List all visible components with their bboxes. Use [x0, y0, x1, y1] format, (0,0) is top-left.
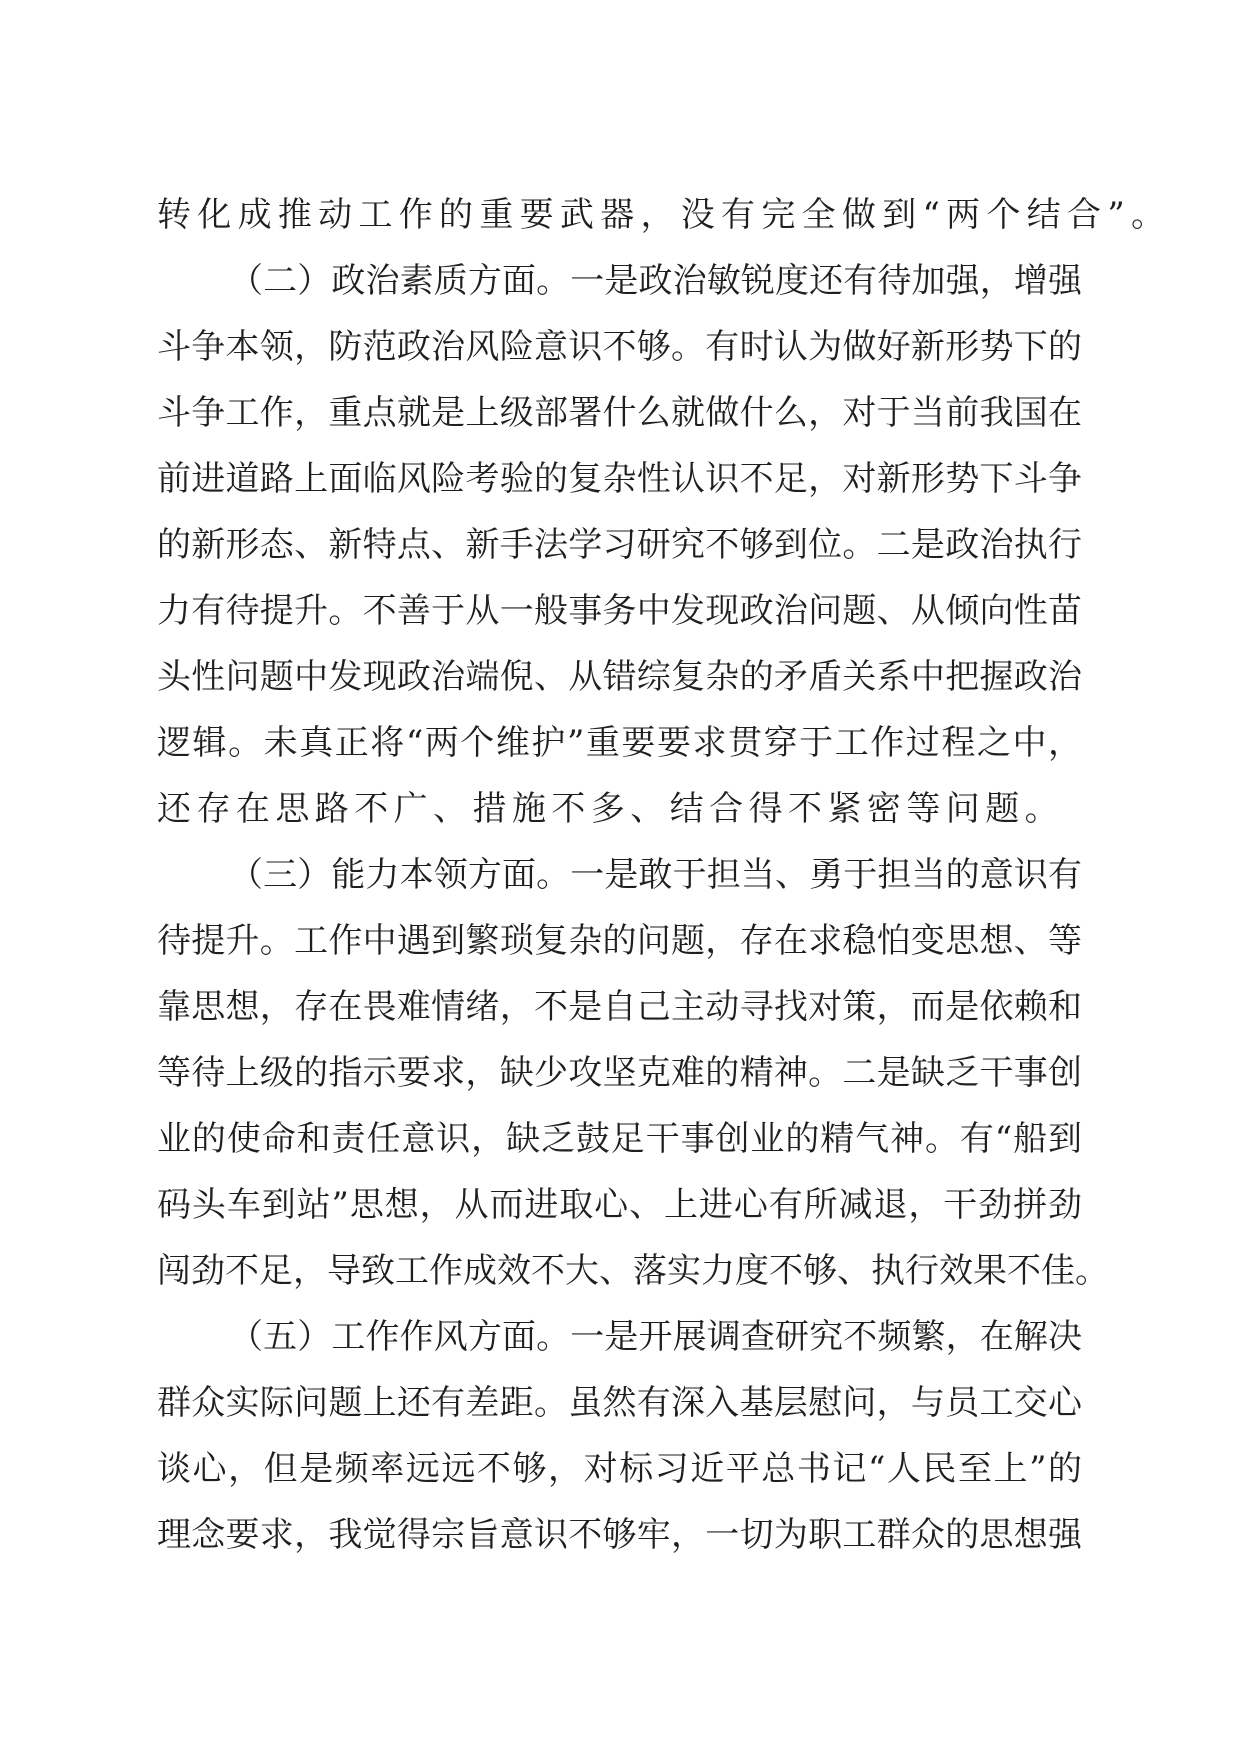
text-line: 斗争工作，重点就是上级部署什么就做什么，对于当前我国在 — [157, 393, 1082, 433]
text-line: 靠思想，存在畏难情绪，不是自己主动寻找对策，而是依赖和 — [157, 987, 1082, 1027]
text-line: 逻辑。未真正将“两个维护”重要要求贯穿于工作过程之中， — [157, 723, 1082, 763]
text-line: 等待上级的指示要求，缺少攻坚克难的精神。二是缺乏干事创 — [157, 1053, 1082, 1093]
text-line: 还存在思路不广、措施不多、结合得不紧密等问题。 — [157, 789, 1065, 829]
text-line: 闯劲不足，导致工作成效不大、落实力度不够、执行效果不佳。 — [157, 1251, 1109, 1291]
text-line: 理念要求，我觉得宗旨意识不够牢，一切为职工群众的思想强 — [157, 1515, 1082, 1555]
paragraph-heading-political-quality: （二）政治素质方面。一是政治敏锐度还有待加强，增强 — [229, 261, 1082, 301]
text-line: 码头车到站”思想，从而进取心、上进心有所减退，干劲拼劲 — [157, 1185, 1082, 1225]
text-line: 待提升。工作中遇到繁琐复杂的问题，存在求稳怕变思想、等 — [157, 921, 1082, 961]
text-line: 前进道路上面临风险考验的复杂性认识不足，对新形势下斗争 — [157, 459, 1082, 499]
text-line: 转化成推动工作的重要武器，没有完全做到“两个结合”。 — [157, 195, 1172, 235]
text-line: 的新形态、新特点、新手法学习研究不够到位。二是政治执行 — [157, 525, 1082, 565]
text-line: 头性问题中发现政治端倪、从错综复杂的矛盾关系中把握政治 — [157, 657, 1082, 697]
text-line: 力有待提升。不善于从一般事务中发现政治问题、从倾向性苗 — [157, 591, 1082, 631]
paragraph-heading-ability: （三）能力本领方面。一是敢于担当、勇于担当的意识有 — [229, 855, 1082, 895]
document-body — [157, 182, 1172, 1568]
paragraph-heading-work-style: （五）工作作风方面。一是开展调查研究不频繁，在解决 — [229, 1317, 1082, 1357]
text-line: 业的使命和责任意识，缺乏鼓足干事创业的精气神。有“船到 — [157, 1119, 1082, 1159]
text-line: 群众实际问题上还有差距。虽然有深入基层慰问，与员工交心 — [157, 1383, 1082, 1423]
text-line: 谈心，但是频率远远不够，对标习近平总书记“人民至上”的 — [157, 1449, 1082, 1489]
text-line: 斗争本领，防范政治风险意识不够。有时认为做好新形势下的 — [157, 327, 1082, 367]
